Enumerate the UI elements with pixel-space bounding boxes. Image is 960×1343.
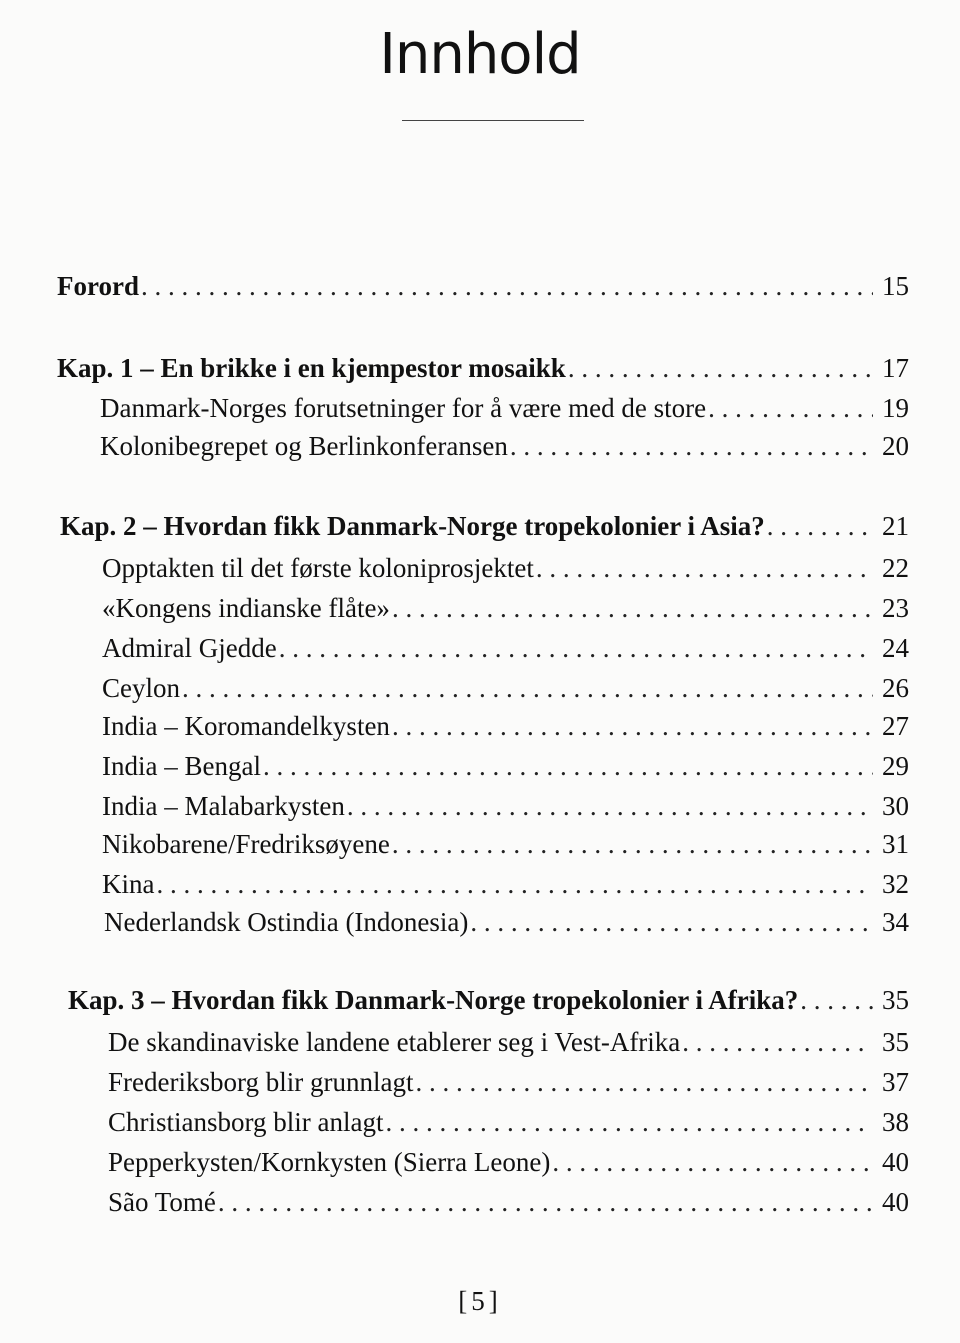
dot-leader <box>385 1104 873 1140</box>
toc-section[interactable] <box>108 1064 909 1100</box>
toc-section[interactable] <box>100 390 909 426</box>
dot-leader <box>536 550 873 586</box>
toc-page-number: 26 <box>882 673 909 703</box>
toc-section[interactable] <box>102 590 909 626</box>
toc-page-number: 23 <box>882 593 909 623</box>
toc-entry-title: De skandinaviske landene etablerer seg i Vest-Afrika <box>108 1027 681 1057</box>
dot-leader <box>392 826 873 862</box>
toc-entry-title: India – Koromandelkysten <box>102 711 390 741</box>
dot-leader <box>218 1184 873 1220</box>
page-folio: [5] <box>458 1286 502 1316</box>
toc-section[interactable] <box>102 630 909 666</box>
toc-page-number: 27 <box>882 711 909 741</box>
dot-leader <box>347 788 873 824</box>
toc-page-number: 31 <box>882 829 909 859</box>
toc-entry-title: India – Bengal <box>102 751 261 781</box>
toc-page-number: 37 <box>882 1067 909 1097</box>
toc-section[interactable] <box>102 826 909 862</box>
toc-page-number: 15 <box>882 271 909 301</box>
dot-leader <box>263 748 873 784</box>
toc-section[interactable] <box>102 788 909 824</box>
toc-page-number: 19 <box>882 393 909 423</box>
toc-entry-title: Kina <box>102 869 155 899</box>
toc-section[interactable] <box>102 866 909 902</box>
toc-section[interactable] <box>108 1024 909 1060</box>
toc-page-number: 35 <box>882 1027 909 1057</box>
toc-entry-title: Christiansborg blir anlagt <box>108 1107 384 1137</box>
toc-entry-title: Kap. 3 – Hvordan fikk Danmark-Norge tropekolonier i Afrika? <box>68 985 799 1015</box>
toc-entry-title: São Tomé <box>108 1187 216 1217</box>
dot-leader <box>552 1144 873 1180</box>
dot-leader <box>470 904 873 940</box>
toc-chapter-1[interactable] <box>57 350 909 386</box>
toc-section[interactable] <box>102 550 909 586</box>
dot-leader <box>141 268 873 304</box>
toc-section[interactable] <box>108 1184 909 1220</box>
dot-leader <box>510 428 873 464</box>
dot-leader <box>392 590 873 626</box>
dot-leader <box>568 350 873 386</box>
toc-page-number: 24 <box>882 633 909 663</box>
toc-page-number: 38 <box>882 1107 909 1137</box>
page-title: Innhold <box>379 22 581 87</box>
toc-entry-title: «Kongens indianske flåte» <box>102 593 390 623</box>
title-divider <box>402 120 584 121</box>
toc-page-number: 20 <box>882 431 909 461</box>
toc-entry-title: Forord <box>57 271 139 301</box>
toc-entry-title: Kap. 2 – Hvordan fikk Danmark-Norge tropekolonier i Asia? <box>60 511 765 541</box>
toc-page-number: 40 <box>882 1187 909 1217</box>
toc-entry-title: Ceylon <box>102 673 180 703</box>
toc-entry-forord[interactable] <box>57 268 909 304</box>
toc-entry-title: Nikobarene/Fredriksøyene <box>102 829 390 859</box>
dot-leader <box>415 1064 873 1100</box>
dot-leader <box>708 390 873 426</box>
toc-chapter-3[interactable] <box>68 982 909 1018</box>
toc-entry-title: Danmark-Norges forutsetninger for å være med de store <box>100 393 707 423</box>
toc-page-number: 22 <box>882 553 909 583</box>
toc-entry-title: Pepperkysten/Kornkysten (Sierra Leone) <box>108 1147 551 1177</box>
toc-entry-title: Frederiksborg blir grunnlagt <box>108 1067 414 1097</box>
toc-entry-title: Kolonibegrepet og Berlinkonferansen <box>100 431 508 461</box>
toc-page-number: 32 <box>882 869 909 899</box>
toc-page-number: 30 <box>882 791 909 821</box>
toc-section[interactable] <box>102 708 909 744</box>
toc-entry-title: Nederlandsk Ostindia (Indonesia) <box>104 907 469 937</box>
toc-section[interactable] <box>100 428 909 464</box>
toc-chapter-2[interactable] <box>60 508 909 544</box>
dot-leader <box>392 708 873 744</box>
toc-page-number: 29 <box>882 751 909 781</box>
toc-entry-title: Kap. 1 – En brikke i en kjempestor mosaikk <box>57 353 566 383</box>
toc-entry-title: India – Malabarkysten <box>102 791 345 821</box>
dot-leader <box>682 1024 873 1060</box>
toc-page-number: 21 <box>882 511 909 541</box>
dot-leader <box>279 630 873 666</box>
toc-page-number: 17 <box>882 353 909 383</box>
dot-leader <box>182 670 873 706</box>
toc-section[interactable] <box>108 1144 909 1180</box>
dot-leader <box>800 982 873 1018</box>
toc-page-number: 34 <box>882 907 909 937</box>
dot-leader <box>156 866 873 902</box>
toc-section[interactable] <box>104 904 909 940</box>
toc-section[interactable] <box>108 1104 909 1140</box>
toc-page-number: 35 <box>882 985 909 1015</box>
toc-entry-title: Opptakten til det første koloniprosjektet <box>102 553 534 583</box>
toc-page-number: 40 <box>882 1147 909 1177</box>
toc-entry-title: Admiral Gjedde <box>102 633 277 663</box>
toc-section[interactable] <box>102 670 909 706</box>
dot-leader <box>767 508 873 544</box>
toc-section[interactable] <box>102 748 909 784</box>
